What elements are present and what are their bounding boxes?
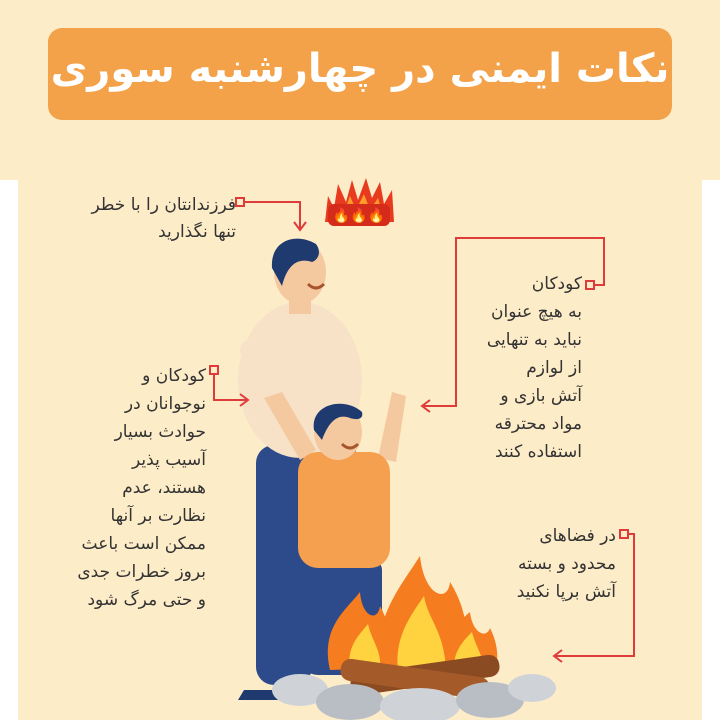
connector-square-icon bbox=[236, 198, 244, 206]
svg-text:🔥🔥🔥: 🔥🔥🔥 bbox=[332, 207, 386, 223]
tip-children-alone: فرزندانتان را با خطر تنها نگذارید bbox=[91, 195, 236, 242]
tip-vulnerable: کودکان و نوجوانان در حوادث بسیار آسیب پذیر هستند، عدم نظارت بر آنها ممکن است باعث بروز خطرات جدی و حتی مرگ شود bbox=[77, 366, 206, 610]
page-title: نکات ایمنی در چهارشنبه سوری bbox=[50, 46, 670, 92]
tip-closed-spaces: در فضاهای محدود و بسته آتش برپا نکنید bbox=[516, 526, 616, 602]
connector-square-icon bbox=[586, 281, 594, 289]
connector-square-icon bbox=[210, 366, 218, 374]
tip-never-alone: کودکان به هیچ عنوان نباید به تنهایی از لوازم آتش بازی و مواد محترقه استفاده کنند bbox=[486, 274, 582, 462]
fire-sticker-icon bbox=[325, 178, 394, 226]
connector-square-icon bbox=[620, 530, 628, 538]
